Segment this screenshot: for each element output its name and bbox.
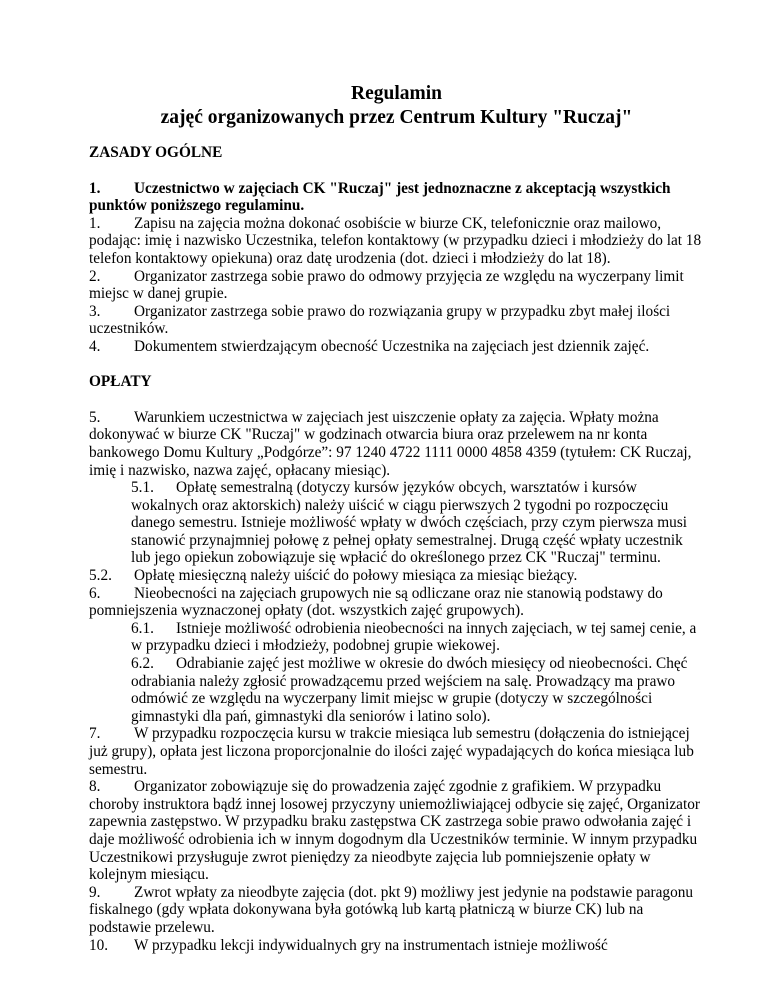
- paragraph-number: 3.: [89, 302, 101, 320]
- title-line-2: zajęć organizowanych przez Centrum Kultury "Ruczaj": [160, 107, 633, 128]
- paragraph-text: Uczestnictwo w zajęciach CK "Ruczaj" jest jednoznaczne z akceptacją wszystkich punktów poniższego regulaminu.: [89, 179, 671, 215]
- paragraph-number: 5.1.: [131, 479, 154, 497]
- paragraph-text: Organizator zastrzega sobie prawo do odmowy przyjęcia ze względu na wyczerpany limit miejsc w danej grupie.: [89, 267, 684, 303]
- paragraph-number: 6.1.: [131, 619, 154, 637]
- paragraph-text: Dokumentem stwierdzającym obecność Uczestnika na zajęciach jest dziennik zajęć.: [134, 337, 650, 355]
- paragraph-1: [89, 215, 704, 268]
- paragraph-7: [89, 725, 704, 778]
- paragraph-text: Istnieje możliwość odrobienia nieobecności na innych zajęciach, w tej samej cenie, a w przypadku dzieci i młodzieży, podobnej grupie wiekowej.: [131, 619, 697, 655]
- paragraph-6-1: [89, 620, 704, 655]
- paragraph-text: Organizator zobowiązuje się do prowadzenia zajęć zgodnie z grafikiem. W przypadku choroby instruktora bądź innej losowej przyczyny uniemożliwiającej odbycie się zajęć, Organizator zapewnia zastępstwo. W przypadku braku zastępstwa CK zastrzega sobie prawo odwołania zajęć i daje możliwość odrobienia ich w innym dogodnym dla Uczestników terminie. W innym przypadku Uczestnikowi przysługuje zwrot pieniędzy za nieodbyte zajęcia lub pomniejszenie opłaty w kolejnym miesiącu.: [89, 778, 700, 884]
- paragraph-text: Odrabianie zajęć jest możliwe w okresie do dwóch miesięcy od nieobecności. Chęć odrabiania należy zgłosić prowadzącemu przed wejściem na salę. Prowadzący ma prawo odmówić ze względu na wyczerpany limit miejsc w grupie (dotyczy w szczególności gimnastyki dla pań, gimnastyki dla seniorów i latino solo).: [131, 655, 688, 725]
- paragraph-number: 10.: [89, 936, 109, 954]
- paragraph-text: Warunkiem uczestnictwa w zajęciach jest uiszczenie opłaty za zajęcia. Wpłaty można dokonywać w biurze CK "Ruczaj" w godzinach otwarcia biura oraz przelewem na nr konta bankowego Domu Kultury „Podgórze”: 97 1240 4722 1111 0000 4858 4359 (tytułem: CK Ruczaj, imię i nazwisko, nazwa zajęć, opłacany miesiąc).: [89, 408, 692, 479]
- paragraph-text: Zapisu na zajęcia można dokonać osobiście w biurze CK, telefonicznie oraz mailowo, podając: imię i nazwisko Uczestnika, telefon kontaktowy (w przypadku dzieci i młodzieży do lat 18 telefon kontaktowy opiekuna) oraz datę urodzenia (dot. dzieci i młodzieży do lat 18).: [89, 214, 702, 267]
- paragraph-number: 5.2.: [89, 567, 112, 585]
- paragraph-4: [89, 338, 704, 356]
- paragraph-text: Zwrot wpłaty za nieodbyte zajęcia (dot. pkt 9) możliwy jest jedynie na podstawie paragonu fiskalnego (gdy wpłata dokonywana była gotówką lub kartą płatniczą w biurze CK) lub na podstawie przelewu.: [89, 883, 694, 936]
- paragraph-text: W przypadku rozpoczęcia kursu w trakcie miesiąca lub semestru (dołączenia do istniejącej już grupy), opłata jest liczona proporcjonalnie do ilości zajęć wypadających do końca miesiąca lub semestru.: [89, 725, 694, 778]
- paragraph-number: 7.: [89, 725, 101, 743]
- paragraph-6: [89, 585, 704, 620]
- paragraph-5-1: [89, 479, 704, 567]
- section-heading-general: ZASADY OGÓLNE: [89, 144, 223, 161]
- paragraph-9: [89, 884, 704, 937]
- paragraph-number: 4.: [89, 337, 101, 355]
- paragraph-text: Opłatę miesięczną należy uiścić do połowy miesiąca za miesiąc bieżący.: [134, 567, 578, 585]
- paragraph-6-2: [89, 655, 704, 725]
- paragraph-number: 6.2.: [131, 655, 154, 673]
- paragraph-8: [89, 778, 704, 884]
- document-title: [89, 82, 704, 130]
- paragraph-text: Opłatę semestralną (dotyczy kursów języków obcych, warsztatów i kursów wokalnych oraz aktorskich) należy uiścić w ciągu pierwszych 2 tygodni po rozpoczęciu danego semestru. Istnieje możliwość wpłaty w dwóch częściach, przy czym pierwsza musi stanowić przynajmniej połowę z pełnej opłaty semestralnej. Drugą część wpłaty uczestnik lub jego opiekun zobowiązuje się wpłacić do określonego przez CK "Ruczaj" terminu.: [131, 479, 688, 567]
- title-line-1: Regulamin: [350, 83, 442, 104]
- paragraph-intro: [89, 180, 704, 215]
- paragraph-number: 1.: [89, 179, 101, 197]
- paragraph-text: Organizator zastrzega sobie prawo do rozwiązania grupy w przypadku zbyt małej ilości uczestników.: [89, 302, 671, 338]
- paragraph-text: W przypadku lekcji indywidualnych gry na instrumentach istnieje możliwość: [134, 936, 608, 954]
- paragraph-10: [89, 937, 704, 955]
- paragraph-3: [89, 303, 704, 338]
- paragraph-5: [89, 409, 704, 479]
- paragraph-number: 1.: [89, 214, 101, 232]
- paragraph-5-2: [89, 567, 704, 585]
- paragraph-number: 9.: [89, 883, 101, 901]
- paragraph-number: 5.: [89, 408, 101, 426]
- paragraph-number: 8.: [89, 778, 101, 796]
- paragraph-text: Nieobecności na zajęciach grupowych nie są odliczane oraz nie stanowią podstawy do pomniejszenia wyznaczonej opłaty (dot. wszystkich zajęć grupowych).: [89, 584, 663, 620]
- section-heading-fees: OPŁATY: [89, 373, 152, 391]
- paragraph-number: 6.: [89, 584, 101, 602]
- paragraph-2: [89, 268, 704, 303]
- paragraph-number: 2.: [89, 267, 101, 285]
